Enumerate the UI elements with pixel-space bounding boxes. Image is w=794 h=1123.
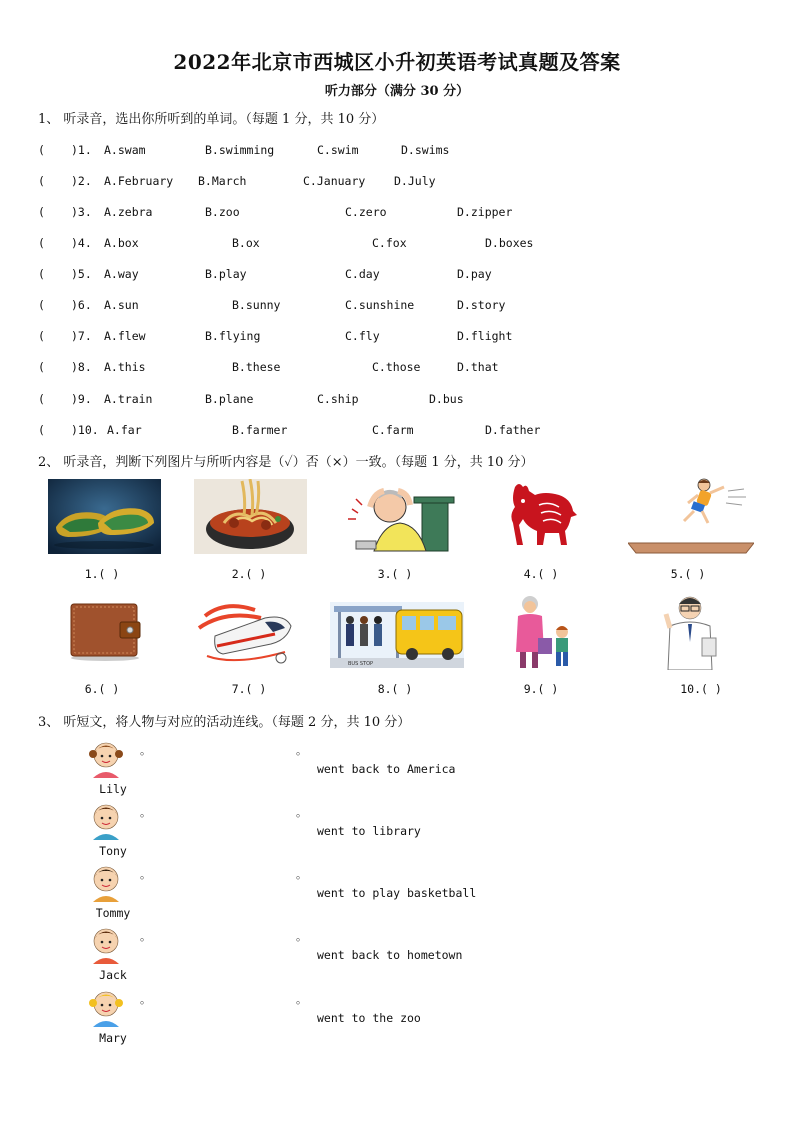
right-match-dot[interactable]: 。 (296, 993, 307, 1006)
kid-avatar (89, 987, 123, 1027)
option-a: A.zebra (104, 205, 153, 219)
question-number: )4. (71, 236, 92, 250)
activity-label: went to library (317, 824, 421, 838)
left-match-dot[interactable]: 。 (140, 868, 151, 881)
tired-man-picture (344, 479, 466, 554)
caption-7: 7.( ) (231, 682, 267, 696)
option-a: A.way (104, 267, 139, 281)
caption-1: 1.( ) (84, 567, 120, 581)
option-a: A.train (104, 392, 153, 406)
option-c: C.day (345, 267, 380, 281)
question-number: )7. (71, 329, 92, 343)
kid-avatar (89, 800, 123, 840)
option-b: B.March (198, 174, 247, 188)
caption-4: 4.( ) (523, 567, 559, 581)
option-a: A.box (104, 236, 139, 250)
activity-label: went to the zoo (317, 1011, 421, 1025)
option-c: C.fox (372, 236, 407, 250)
answer-paren[interactable]: ( (38, 329, 45, 343)
kid-name: Tony (99, 844, 127, 858)
question-row (38, 174, 738, 192)
answer-paren[interactable]: ( (38, 143, 45, 157)
kid-name: Mary (99, 1031, 127, 1045)
answer-paren[interactable]: ( (38, 392, 45, 406)
caption-9: 9.( ) (523, 682, 559, 696)
caption-6: 6.( ) (84, 682, 120, 696)
question-number: )1. (71, 143, 92, 157)
kid-avatar (89, 738, 123, 778)
right-match-dot[interactable]: 。 (296, 744, 307, 757)
activity-label: went back to America (317, 762, 456, 776)
caption-3: 3.( ) (377, 567, 413, 581)
kid-avatar (89, 924, 123, 964)
paper-cut-ox-picture (505, 479, 581, 549)
question-number: )9. (71, 392, 92, 406)
option-c: C.sunshine (345, 298, 415, 312)
option-c: C.January (303, 174, 366, 188)
kid-name: Jack (99, 968, 127, 982)
option-c: C.farm (372, 423, 414, 437)
question-row (38, 329, 738, 347)
section1-heading: 1、 听录音，选出你所听到的单词。（每题 1 分，共 10 分） (38, 112, 385, 127)
kid-name: Tommy (95, 906, 131, 920)
option-d: D.zipper (457, 205, 513, 219)
wallet-picture (68, 598, 142, 662)
noodles-picture (194, 479, 307, 554)
option-b: B.ox (232, 236, 260, 250)
activity-label: went to play basketball (317, 886, 477, 900)
option-b: B.swimming (205, 143, 275, 157)
answer-paren[interactable]: ( (38, 423, 45, 437)
caption-10: 10.( ) (680, 682, 722, 696)
shoes-picture (48, 479, 161, 554)
option-c: C.swim (317, 143, 359, 157)
right-match-dot[interactable]: 。 (296, 930, 307, 943)
left-match-dot[interactable]: 。 (140, 806, 151, 819)
option-d: D.July (394, 174, 436, 188)
question-number: )3. (71, 205, 92, 219)
option-a: A.swam (104, 143, 146, 157)
answer-paren[interactable]: ( (38, 298, 45, 312)
section3-heading: 3、 听短文，将人物与对应的活动连线。（每题 2 分，共 10 分） (38, 715, 411, 730)
right-match-dot[interactable]: 。 (296, 868, 307, 881)
doctor-picture (660, 592, 720, 670)
option-c: C.fly (345, 329, 380, 343)
left-match-dot[interactable]: 。 (140, 993, 151, 1006)
option-c: C.zero (345, 205, 387, 219)
option-b: B.farmer (232, 423, 288, 437)
kid-name: Lily (99, 782, 127, 796)
bus-stop-sign: BUS STOP (348, 661, 374, 667)
question-row (38, 236, 738, 254)
grandma-and-boy-picture (510, 592, 580, 670)
activity-label: went back to hometown (317, 948, 463, 962)
section2-heading: 2、 听录音，判断下列图片与所听内容是（✓）否（×）一致。（每题 1 分，共 10 分） (38, 455, 534, 470)
question-number: )10. (71, 423, 99, 437)
question-number: )5. (71, 267, 92, 281)
answer-paren[interactable]: ( (38, 236, 45, 250)
question-number: )6. (71, 298, 92, 312)
option-a: A.February (104, 174, 174, 188)
option-b: B.flying (205, 329, 261, 343)
answer-paren[interactable]: ( (38, 174, 45, 188)
left-match-dot[interactable]: 。 (140, 930, 151, 943)
question-row (38, 267, 738, 285)
question-number: )2. (71, 174, 92, 188)
question-row (38, 205, 738, 223)
page-subtitle: 听力部分（满分 30 分） (324, 84, 470, 99)
right-match-dot[interactable]: 。 (296, 806, 307, 819)
option-c: C.ship (317, 392, 359, 406)
question-row (38, 143, 738, 161)
page-title: 2022年北京市西城区小升初英语考试真题及答案 (173, 50, 621, 74)
caption-5: 5.( ) (670, 567, 706, 581)
option-c: C.those (372, 360, 421, 374)
option-a: A.flew (104, 329, 146, 343)
option-a: A.far (107, 423, 142, 437)
option-b: B.zoo (205, 205, 240, 219)
option-d: D.father (485, 423, 541, 437)
high-speed-train-picture (195, 596, 297, 670)
option-d: D.swims (401, 143, 450, 157)
option-d: D.that (457, 360, 499, 374)
option-d: D.boxes (485, 236, 534, 250)
option-a: A.this (104, 360, 146, 374)
answer-paren[interactable]: ( (38, 360, 45, 374)
question-row (38, 392, 738, 410)
question-row (38, 423, 738, 441)
option-b: B.play (205, 267, 247, 281)
option-d: D.flight (457, 329, 513, 343)
option-d: D.bus (429, 392, 464, 406)
question-row (38, 298, 738, 316)
option-d: D.pay (457, 267, 492, 281)
long-jump-picture (628, 477, 754, 554)
option-a: A.sun (104, 298, 139, 312)
caption-2: 2.( ) (231, 567, 267, 581)
option-b: B.sunny (232, 298, 281, 312)
option-b: B.these (232, 360, 281, 374)
option-b: B.plane (205, 392, 254, 406)
question-row (38, 360, 738, 378)
question-number: )8. (71, 360, 92, 374)
left-match-dot[interactable]: 。 (140, 744, 151, 757)
caption-8: 8.( ) (377, 682, 413, 696)
answer-paren[interactable]: ( (38, 205, 45, 219)
option-d: D.story (457, 298, 506, 312)
kid-avatar (89, 862, 123, 902)
bus-stop-picture (330, 602, 464, 668)
answer-paren[interactable]: ( (38, 267, 45, 281)
